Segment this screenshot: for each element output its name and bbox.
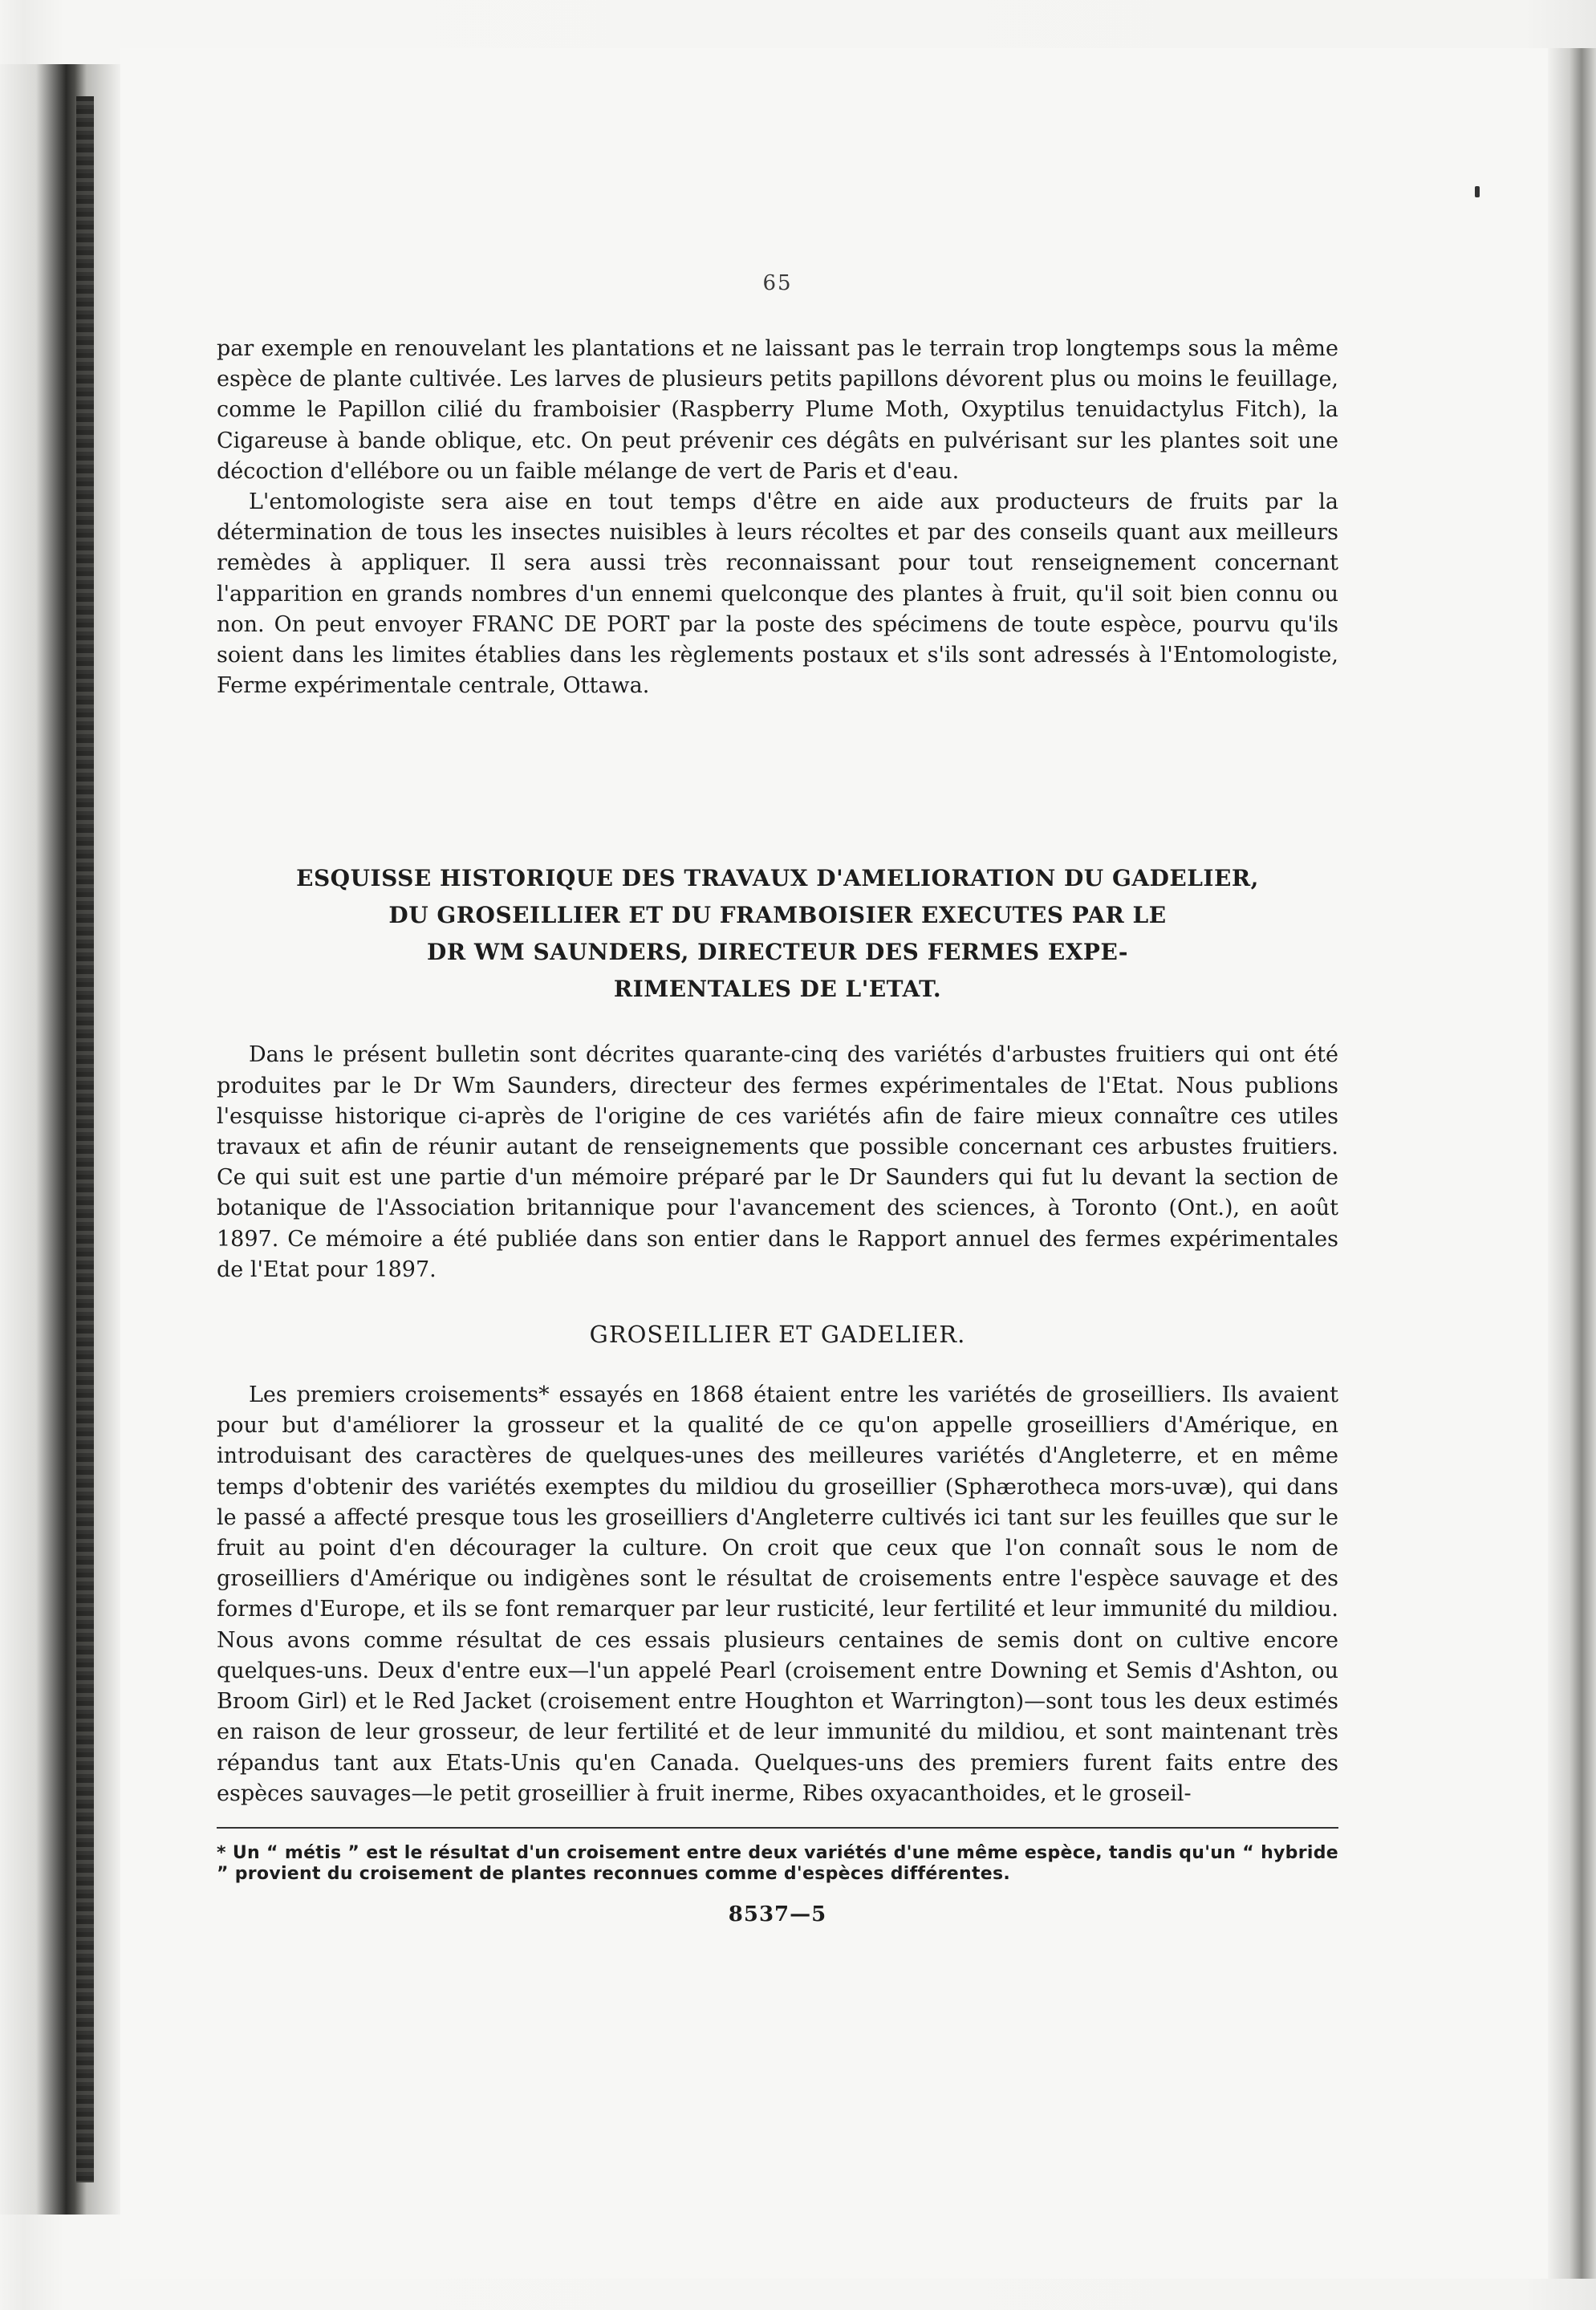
book-binding (0, 64, 120, 2215)
section-title-line: RIMENTALES DE L'ETAT. (613, 976, 942, 1003)
intro-paragraph-1: par exemple en renouvelant les plantations et ne laissant pas le terrain trop longtemps sous la même espèce de plante cultivée. Les larves de plusieurs petits papillons dévorent plus ou moins le feuillage, comme le Papillon cilié du framboisier (Raspberry Plume Moth, Oxyptilus tenuidactylus Fitch), la Cigareuse à bande oblique, etc. On peut prévenir ces dégâts en pulvérisant sur les plantes soit une décoction d'ellébore ou un faible mélange de vert de Paris et d'eau. (217, 336, 1338, 484)
section-paragraph: Dans le présent bulletin sont décrites quarante-cinq des variétés d'arbustes fruitiers qui ont été produites par le Dr Wm Saunders, directeur des fermes expérimentales de l'Etat. Nous publions l'esquisse historique ci-après de l'origine de ces variétés afin de faire mieux connaître ces utiles travaux et afin de réunir autant de renseignements que possible concernant ces arbustes fruitiers. Ce qui suit est une partie d'un mémoire préparé par le Dr Saunders qui fut lu devant la section de botanique de l'Association britannique pour l'avancement des sciences, à Toronto (Ont.), en août 1897. Ce mémoire a été publiée dans son entier dans le Rapport annuel des fermes expérimentales de l'Etat pour 1897. (217, 1042, 1338, 1282)
footnote: * Un “ métis ” est le résultat d'un croisement entre deux variétés d'une même espèce, tandis qu'un “ hybride ” provient du croisement de plantes reconnues comme d'espèces différentes. (217, 1842, 1338, 1884)
section-title-line: ESQUISSE HISTORIQUE DES TRAVAUX D'AMELIORATION DU GADELIER, (296, 865, 1259, 892)
subsection-title: GROSEILLIER ET GADELIER. (589, 1321, 966, 1349)
subsection-paragraph: Les premiers croisements* essayés en 1868 étaient entre les variétés de groseilliers. Ils avaient pour but d'améliorer la grosseur et la qualité de ce qu'on appelle groseilliers d'Amérique, en introduisant des caractères de quelques-unes des meilleures variétés d'Angleterre, et en même temps d'obtenir des variétés exemptes du mildiou du groseillier (Sphærotheca mors-uvæ), qui dans le passé a affecté presque tous les groseilliers d'Angleterre cultivés ici tant sur les feuilles que sur le fruit au point d'en décourager la culture. On croit que ceux que l'on connaît sous le nom de groseilliers d'Amérique ou indigènes sont le résultat de croisements entre l'espèce sauvage et des formes d'Europe, et ils se font remarquer par leur rusticité, leur fertilité et leur immunité du mildiou. Nous avons comme résultat de ces essais plusieurs centaines de semis dont on cultive encore quelques-uns. Deux d'entre eux—l'un appelé Pearl (croisement entre Downing et Semis d'Ashton, ou Broom Girl) et le Red Jacket (croisement entre Houghton et Warrington)—sont tous les deux estimés en raison de leur grosseur, de leur fertilité et de leur immunité du mildiou, et sont maintenant très répandus tant aux Etats-Unis qu'en Canada. Quelques-uns des premiers furent faits entre des espèces sauvages—le petit groseillier à fruit inerme, Ribes oxyacanthoides, et le groseil- (217, 1382, 1338, 1806)
footnote-rule (217, 1827, 1338, 1829)
margin-mark (1475, 186, 1480, 197)
page-content (217, 271, 1338, 1926)
page-number: 65 (762, 271, 793, 295)
section-title-line: DR WM SAUNDERS, DIRECTEUR DES FERMES EXPE- (427, 939, 1128, 966)
intro-paragraph-2: L'entomologiste sera aise en tout temps d'être en aide aux producteurs de fruits par la détermination de tous les insectes nuisibles à leurs récoltes et par des conseils quant aux meilleurs remèdes à appliquer. Il sera aussi très reconnaissant pour tout renseignement concernant l'apparition en grands nombres d'un ennemi quelconque des plantes à fruit, qu'il soit bien connu ou non. On peut envoyer FRANC DE PORT par la poste des spécimens de toute espèce, pourvu qu'ils soient dans les limites établies dans les règlements postaux et s'ils sont adressés à l'Entomologiste, Ferme expérimentale centrale, Ottawa. (217, 489, 1338, 699)
binding-edge (76, 96, 94, 2182)
section-title (217, 860, 1338, 1008)
signature-mark: 8537—5 (728, 1902, 827, 1926)
section-title-line: DU GROSEILLIER ET DU FRAMBOISIER EXECUTES PAR LE (388, 902, 1167, 929)
right-page-edge (1548, 48, 1596, 2279)
